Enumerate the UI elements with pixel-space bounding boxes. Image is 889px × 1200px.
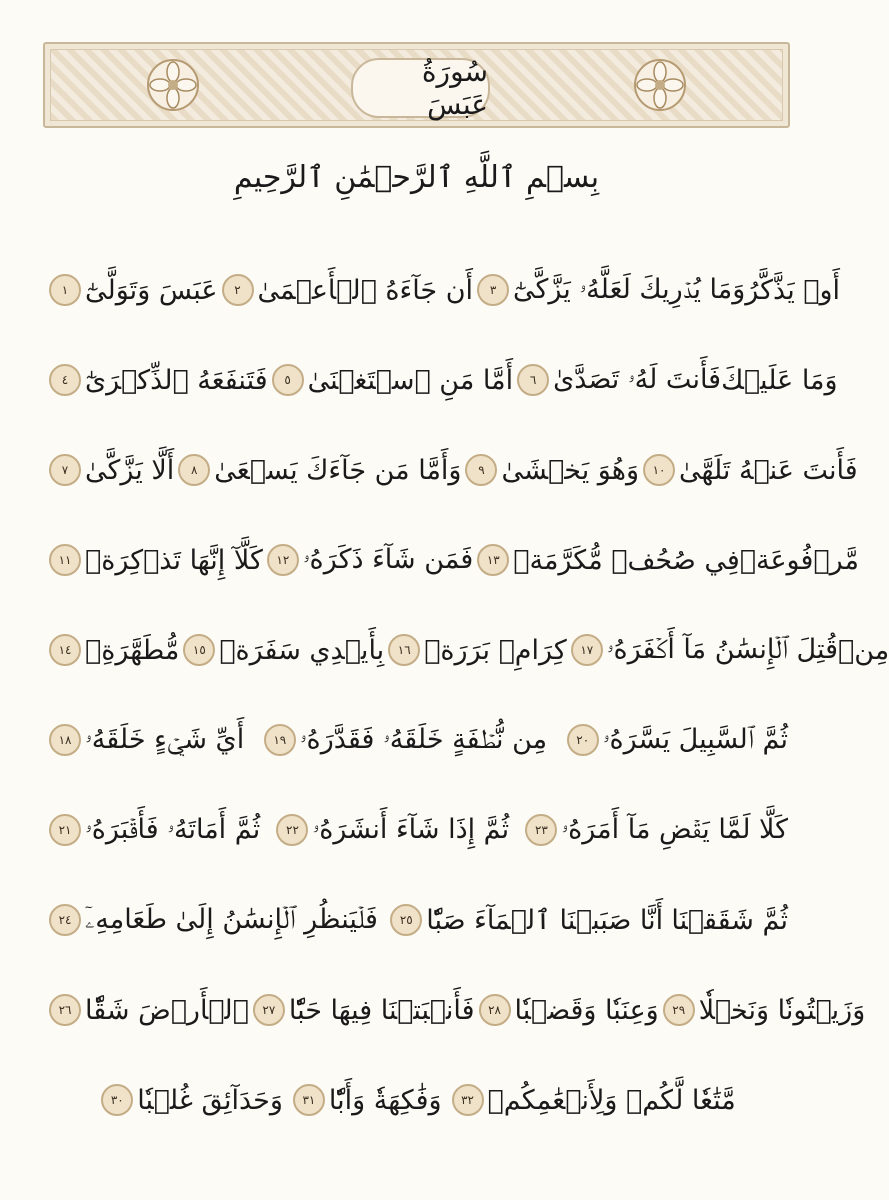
verse-text: مِن نُّطۡفَةٍ خَلَقَهُۥ فَقَدَّرَهُۥ — [299, 724, 548, 755]
verse-line — [45, 335, 838, 425]
verse-text: وَمَا عَلَيۡكَ — [721, 364, 838, 396]
verse-line — [45, 515, 859, 605]
surah-title-plate — [351, 55, 490, 121]
verse-segment — [567, 634, 838, 666]
verse-text: أَلَّا يَزَّكَّىٰ — [85, 454, 175, 486]
verse-segment — [521, 814, 788, 846]
verse-segment — [45, 544, 263, 576]
verse-text: مَّتَٰعٗا لَّكُمۡ وَلِأَنۡعَٰمِكُمۡ — [487, 1084, 736, 1116]
verse-text: وَمَا يُدۡرِيكَ لَعَلَّهُۥ يَزَّكَّىٰٓ — [513, 274, 746, 305]
verse-segment — [473, 274, 745, 306]
verse-text: مِنۡ — [838, 634, 889, 666]
verse-segment — [249, 994, 475, 1026]
verse-segment — [260, 724, 547, 756]
rosette-icon — [633, 58, 687, 112]
ayah-number-marker: ٢٢ — [276, 814, 308, 846]
verse-text: فَأَنۢبَتۡنَا فِيهَا حَبّٗا — [288, 994, 475, 1026]
verse-line — [45, 245, 841, 335]
verse-text: عَبَسَ وَتَوَلَّىٰٓ — [85, 274, 218, 306]
ayah-number-marker: ٢ — [222, 274, 254, 306]
verse-text: وَفَٰكِهَةٗ وَأَبّٗا — [328, 1084, 442, 1116]
ayah-number-marker: ١٩ — [264, 724, 296, 756]
verse-segment — [272, 814, 509, 846]
verse-segment — [563, 724, 788, 756]
verse-segment — [838, 635, 889, 666]
ayah-number-marker: ٢١ — [49, 814, 81, 846]
rosette-icon — [146, 58, 200, 112]
verse-text: فَلۡيَنظُرِ ٱلۡإِنسَٰنُ إِلَىٰ طَعَامِهِۦٓ — [85, 904, 378, 935]
verse-text: أَن جَآءَهُ ٱلۡأَعۡمَىٰ — [257, 274, 474, 306]
verse-text: كَلَّا لَمَّا يَقۡضِ مَآ أَمَرَهُۥ — [561, 814, 788, 845]
verse-segment — [473, 544, 740, 576]
verse-line — [45, 1055, 788, 1145]
verse-segment — [448, 1084, 736, 1116]
verse-segment — [289, 1084, 442, 1116]
verses-block — [45, 245, 889, 1145]
verse-segment — [218, 274, 474, 306]
verse-segment — [179, 634, 384, 666]
verse-segment — [263, 544, 473, 576]
verse-segment — [174, 454, 461, 486]
verse-segment — [45, 814, 260, 846]
verse-text: وَهُوَ يَخۡشَىٰ — [501, 454, 640, 486]
verse-segment — [384, 634, 567, 666]
verse-text: بِأَيۡدِي سَفَرَةٖ — [219, 634, 385, 666]
verse-text: ٱلۡأَرۡضَ شَقّٗا — [85, 994, 249, 1026]
header-pattern — [50, 49, 783, 121]
surah-header-frame — [43, 42, 790, 128]
verse-segment — [671, 905, 788, 936]
verse-segment — [45, 994, 249, 1026]
verse-segment — [639, 454, 858, 486]
verse-text: كَلَّآ إِنَّهَا تَذۡكِرَةٞ — [85, 544, 263, 576]
verse-segment — [740, 545, 859, 576]
verse-segment — [97, 1084, 283, 1116]
verse-text: مَّرۡفُوعَةٖ — [739, 544, 859, 576]
verse-segment — [386, 904, 663, 936]
verse-segment — [45, 454, 174, 486]
verse-text: قُتِلَ ٱلۡإِنسَٰنُ مَآ أَكۡفَرَهُۥ — [606, 634, 839, 665]
surah-title: سُورَةُ عَبَسَ — [421, 55, 488, 121]
verse-text: وَزَيۡتُونٗا وَنَخۡلٗا — [698, 994, 866, 1026]
ayah-number-marker: ١٨ — [49, 724, 81, 756]
ayah-number-marker: ١١ — [49, 544, 81, 576]
verse-text: أَمَّا مَنِ ٱسۡتَغۡنَىٰ — [307, 364, 514, 396]
verse-segment — [659, 994, 866, 1026]
ayah-number-marker: ٢٣ — [525, 814, 557, 846]
verse-segment — [45, 634, 179, 666]
verse-segment — [45, 724, 244, 756]
ayah-number-marker: ٥ — [272, 364, 304, 396]
verse-text: فِي صُحُفٖ مُّكَرَّمَةٖ — [513, 544, 740, 576]
ayah-number-marker: ١٣ — [477, 544, 509, 576]
verse-text: ثُمَّ ٱلسَّبِيلَ يَسَّرَهُۥ — [602, 724, 788, 755]
verse-segment — [475, 994, 659, 1026]
verse-text: ثُمَّ أَمَاتَهُۥ فَأَقۡبَرَهُۥ — [85, 814, 261, 845]
verse-text: فَأَنتَ عَنۡهُ تَلَهَّىٰ — [679, 454, 858, 486]
ayah-number-marker: ٢٧ — [253, 994, 285, 1026]
verse-text: كِرَامِۭ بَرَرَةٖ — [424, 634, 567, 666]
verse-text: أَيِّ شَيۡءٍ خَلَقَهُۥ — [85, 724, 245, 755]
left-ornament — [51, 50, 301, 120]
ayah-number-marker: ٩ — [465, 454, 497, 486]
verse-text: وَعِنَبٗا وَقَضۡبٗا — [514, 994, 659, 1026]
verse-text: فَأَنتَ لَهُۥ تَصَدَّىٰ — [553, 364, 722, 395]
verse-line — [45, 425, 858, 515]
ayah-number-marker: ٢٦ — [49, 994, 81, 1026]
verse-line — [45, 605, 889, 695]
verse-segment — [45, 364, 268, 396]
right-ornament — [532, 50, 782, 120]
ayah-number-marker: ٣٢ — [452, 1084, 484, 1116]
ayah-number-marker: ٢٨ — [479, 994, 511, 1026]
ayah-number-marker: ١٥ — [183, 634, 215, 666]
ayah-number-marker: ١٧ — [571, 634, 603, 666]
ayah-number-marker: ٣ — [477, 274, 509, 306]
verse-text: مُّطَهَّرَةِۭ — [85, 634, 180, 666]
verse-line — [45, 785, 788, 875]
verse-segment — [461, 454, 639, 486]
ayah-number-marker: ٣١ — [293, 1084, 325, 1116]
ayah-number-marker: ١٦ — [388, 634, 420, 666]
ayah-number-marker: ٢٩ — [663, 994, 695, 1026]
ayah-number-marker: ١٤ — [49, 634, 81, 666]
verse-line — [45, 695, 788, 785]
ayah-number-marker: ١٢ — [267, 544, 299, 576]
verse-segment — [45, 274, 218, 306]
ayah-number-marker: ٦ — [517, 364, 549, 396]
verse-text: وَحَدَآئِقَ غُلۡبٗا — [137, 1084, 283, 1116]
ayah-number-marker: ٤ — [49, 364, 81, 396]
ayah-number-marker: ٢٤ — [49, 904, 81, 936]
verse-text: ثُمَّ شَقَقۡنَا — [671, 904, 788, 936]
verse-text: ثُمَّ إِذَا شَآءَ أَنشَرَهُۥ — [312, 814, 510, 845]
verse-text: فَتَنفَعَهُ ٱلذِّكۡرَىٰٓ — [85, 364, 268, 396]
verse-text: أَنَّا صَبَبۡنَا ٱلۡمَآءَ صَبّٗا — [426, 904, 664, 936]
ayah-number-marker: ٢٥ — [390, 904, 422, 936]
ayah-number-marker: ٨ — [178, 454, 210, 486]
verse-segment — [45, 904, 378, 936]
ayah-number-marker: ١٠ — [643, 454, 675, 486]
verse-segment — [721, 365, 837, 396]
ayah-number-marker: ٢٠ — [567, 724, 599, 756]
basmala: بِسۡمِ ٱللَّهِ ٱلرَّحۡمَٰنِ ٱلرَّحِيمِ — [233, 160, 600, 195]
ayah-number-marker: ١ — [49, 274, 81, 306]
ayah-number-marker: ٣٠ — [101, 1084, 133, 1116]
verse-line — [45, 875, 788, 965]
verse-segment — [745, 275, 840, 306]
verse-text: أَوۡ يَذَّكَّرُ — [745, 274, 841, 306]
verse-line — [45, 965, 866, 1055]
verse-segment — [513, 364, 721, 396]
verse-text: فَمَن شَآءَ ذَكَرَهُۥ — [302, 544, 474, 575]
ayah-number-marker: ٧ — [49, 454, 81, 486]
verse-text: وَأَمَّا مَن جَآءَكَ يَسۡعَىٰ — [214, 454, 462, 486]
verse-segment — [268, 364, 513, 396]
